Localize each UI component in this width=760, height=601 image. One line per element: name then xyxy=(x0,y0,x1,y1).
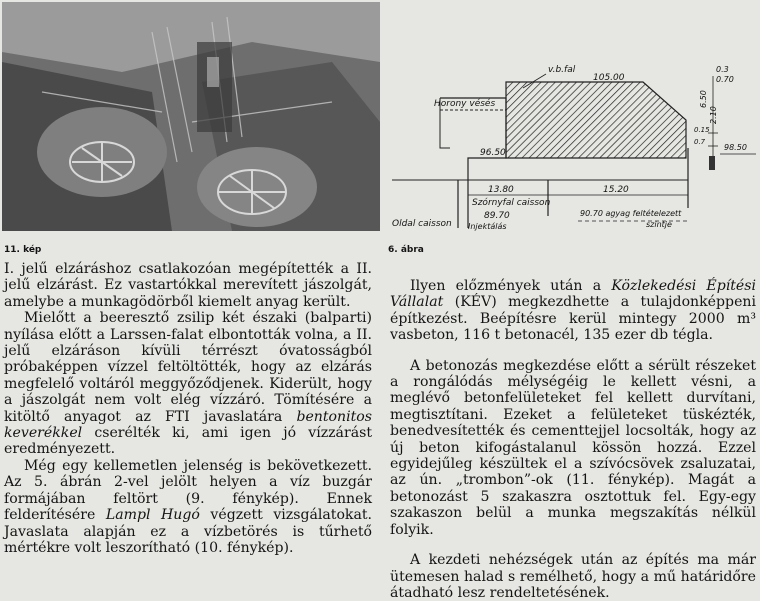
photo-caption: 11. kép xyxy=(4,245,42,255)
label-9070: 90.70 agyag feltételezett xyxy=(580,209,682,218)
label-9650: 96.50 xyxy=(480,148,506,158)
cross-section-diagram xyxy=(388,58,758,238)
label-oldal: Oldal caisson xyxy=(392,219,452,229)
label-injektalas: Injektálás xyxy=(468,222,507,231)
paragraph: A betonozás megkezdése előtt a sérült részeket a rongálódás mélységéig le kellett vésni, a meglévő betonfelületeket fel kellett durvítani, megtisztítani. Ezeket a felületeket tüskézték, benedvesítették és cementtejjel locsolták, hogy az új beton kifogástalanul kössön hozzá. Ezzel egyidejűleg készültek el a szívócsövek zsaluzatai, az ún. „trombon”-ok (11. fénykép). Magát a betonozást 5 szakaszra osztottuk fel. Egy-egy szakaszon belül a munka megszakítás nélkül folyik. xyxy=(390,357,756,538)
label-szintje: szintje xyxy=(646,220,672,229)
label-210: 2.10 xyxy=(709,106,718,124)
label-1520: 15.20 xyxy=(603,185,629,195)
paragraph: A kezdeti nehézségek után az építés ma már ütemesen halad s remélhető, hogy a mű határidőre átadható lesz rendeltetésének. xyxy=(390,552,756,601)
right-column xyxy=(390,278,756,601)
label-vbfal: v.b.fal xyxy=(548,65,576,75)
label-horony: Horony vésés xyxy=(434,99,496,109)
paragraph: Még egy kellemetlen jelenség is bekövetkezett. Az 5. ábrán 2-vel jelölt helyen a víz buzgár formájában feltört (9. fénykép). Ennek felderítésére Lampl Hugó végzett vizsgálatokat. Javaslata alapján ez a vízbetörés is tűrhető mértékre volt leszorítható (10. fénykép). xyxy=(4,457,373,556)
paragraph: Ilyen előzmények után a Közlekedési Építési Vállalat (KÉV) megkezdhette a tulajdonképpeni építkezést. Beépítésre kerül mintegy 2000 m³ vasbeton, 116 t betonacél, 135 ezer db tégla. xyxy=(390,278,756,344)
label-9850: 98.50 xyxy=(724,143,747,152)
left-column xyxy=(4,261,372,556)
label-015: 0.15 xyxy=(694,126,710,134)
construction-photo xyxy=(2,2,380,231)
label-650: 6.50 xyxy=(699,90,708,108)
label-03: 0.3 xyxy=(716,65,729,74)
paragraph: I. jelű elzáráshoz csatlakozóan megépítették a II. jelű elzárást. Ez vastartókkal merevített jászolgát, amelybe a munkagödörből kiemelt anyag került. xyxy=(4,261,372,310)
label-070: 0.70 xyxy=(716,75,734,84)
label-105: 105.00 xyxy=(593,73,625,83)
label-07: 0.7 xyxy=(694,138,706,146)
paragraph: Mielőtt a beeresztő zsilip két északi (balparti) nyílása előtt a Larssen-falat elbontották volna, a II. jelű elzáráson kívüli térrészt óvatosságból próbaképpen vízzel feltöltötték, hogy az elzárás megfelelő voltáról meggyőződjenek. Kiderült, hogy a jászolgát nem volt elég vízzáró. Tömítésére a kitöltő anyagot az FTI javaslatára bentonitos keverékkel cserélték ki, ami igen jó vízzárást eredményezett. xyxy=(4,310,372,458)
label-1380: 13.80 xyxy=(488,185,514,195)
label-szornyfal: Szórnyfal caisson xyxy=(472,198,551,208)
diagram-caption: 6. ábra xyxy=(388,245,424,255)
label-8970: 89.70 xyxy=(484,211,510,221)
